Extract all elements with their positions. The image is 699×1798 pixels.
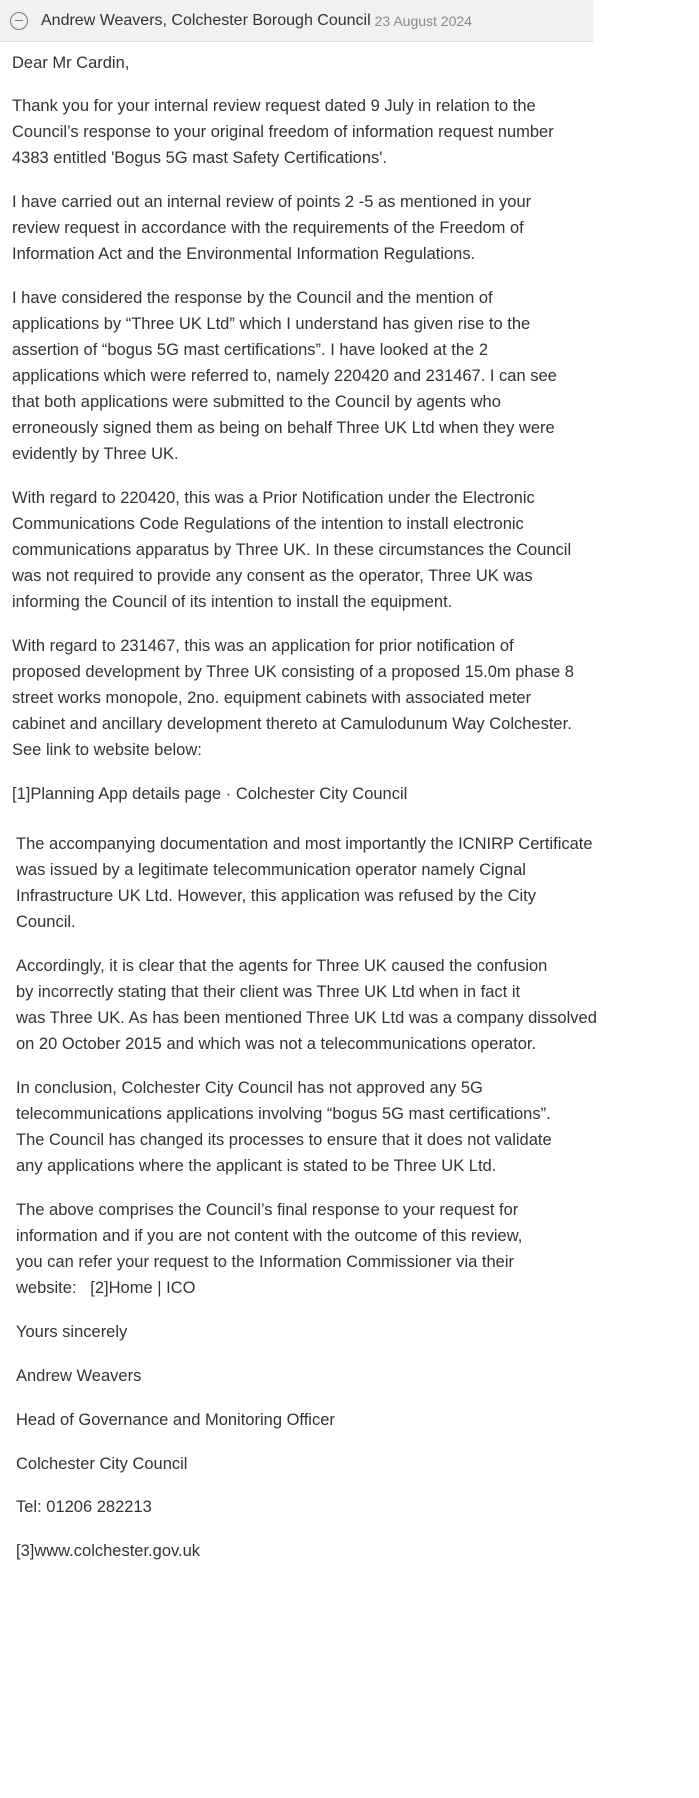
text-line: With regard to 220420, this was a Prior Notification under the Electronic bbox=[12, 489, 535, 507]
text-line: Yours sincerely bbox=[16, 1323, 128, 1341]
text-line: was issued by a legitimate telecommunication operator namely Cignal bbox=[16, 861, 526, 879]
closing bbox=[16, 1319, 127, 1345]
text-line: With regard to 231467, this was an application for prior notification of bbox=[12, 637, 514, 655]
text-line: The accompanying documentation and most importantly the ICNIRP Certificate bbox=[16, 835, 593, 853]
message-date: 23 August 2024 bbox=[374, 12, 472, 29]
text-line: informing the Council of its intention to install the equipment. bbox=[12, 593, 453, 611]
paragraph-conclusion bbox=[16, 1075, 552, 1179]
minus-glyph bbox=[15, 20, 23, 22]
text-line: Dear Mr Cardin, bbox=[12, 54, 130, 72]
text-line: Head of Governance and Monitoring Officer bbox=[16, 1411, 335, 1429]
text-line: Information Act and the Environmental Information Regulations. bbox=[12, 245, 476, 263]
text-line: applications by “Three UK Ltd” which I understand has given rise to the bbox=[12, 315, 531, 333]
council-website-link[interactable]: [3]www.colchester.gov.uk bbox=[16, 1542, 201, 1560]
text-line: In conclusion, Colchester City Council has not approved any 5G bbox=[16, 1079, 483, 1097]
text-line: proposed development by Three UK consisting of a proposed 15.0m phase 8 bbox=[12, 663, 574, 681]
text-line: cabinet and ancillary development thereto at Camulodunum Way Colchester. bbox=[12, 715, 572, 733]
text-line: that both applications were submitted to the Council by agents who bbox=[12, 393, 501, 411]
text-line: I have considered the response by the Council and the mention of bbox=[12, 289, 493, 307]
paragraph-final-response bbox=[16, 1197, 522, 1301]
text-line: Accordingly, it is clear that the agents for Three UK caused the confusion bbox=[16, 957, 548, 975]
text-line: evidently by Three UK. bbox=[12, 445, 179, 463]
message-header[interactable] bbox=[0, 0, 593, 42]
text-line: information and if you are not content with the outcome of this review, bbox=[16, 1227, 523, 1245]
website-label: website: bbox=[16, 1279, 91, 1297]
text-line: Communications Code Regulations of the intention to install electronic bbox=[12, 515, 524, 533]
text-line: The Council has changed its processes to ensure that it does not validate bbox=[16, 1131, 552, 1149]
text-line: See link to website below: bbox=[12, 741, 202, 759]
text-line: assertion of “bogus 5G mast certifications”. I have looked at the 2 bbox=[12, 341, 488, 359]
paragraph-internal-review bbox=[12, 189, 531, 267]
signature-name bbox=[16, 1363, 141, 1389]
text-line bbox=[16, 1275, 522, 1301]
paragraph-icnirp bbox=[16, 831, 593, 935]
text-line: Infrastructure UK Ltd. However, this application was refused by the City bbox=[16, 887, 536, 905]
paragraph-220420 bbox=[12, 485, 571, 615]
text-line: Colchester City Council bbox=[16, 1455, 188, 1473]
text-line: applications which were referred to, namely 220420 and 231467. I can see bbox=[12, 367, 557, 385]
signature-organisation bbox=[16, 1451, 187, 1477]
text-line: street works monopole, 2no. equipment cabinets with associated meter bbox=[12, 689, 532, 707]
salutation bbox=[12, 50, 129, 76]
text-line: telecommunications applications involving “bogus 5G mast certifications”. bbox=[16, 1105, 551, 1123]
text-line: Tel: 01206 282213 bbox=[16, 1498, 152, 1516]
planning-app-link-line bbox=[12, 781, 407, 807]
text-line: on 20 October 2015 and which was not a telecommunications operator. bbox=[16, 1035, 537, 1053]
signature-title bbox=[16, 1407, 335, 1433]
planning-app-link[interactable]: [1]Planning App details page · Colchester City Council bbox=[12, 785, 408, 803]
text-line: was not required to provide any consent as the operator, Three UK was bbox=[12, 567, 533, 585]
text-line: erroneously signed them as being on behalf Three UK Ltd when they were bbox=[12, 419, 555, 437]
text-line: Thank you for your internal review request dated 9 July in relation to the bbox=[12, 97, 536, 115]
signature-telephone bbox=[16, 1494, 152, 1520]
text-line: 4383 entitled 'Bogus 5G mast Safety Certifications'. bbox=[12, 149, 387, 167]
paragraph-review-request bbox=[12, 93, 554, 171]
text-line: by incorrectly stating that their client was Three UK Ltd when in fact it bbox=[16, 983, 521, 1001]
text-line: review request in accordance with the requirements of the Freedom of bbox=[12, 219, 524, 237]
council-website-line bbox=[16, 1538, 200, 1564]
paragraph-231467 bbox=[12, 633, 574, 763]
paragraph-applications bbox=[12, 285, 557, 467]
text-line: Andrew Weavers bbox=[16, 1367, 142, 1385]
collapse-minus-icon[interactable] bbox=[10, 12, 28, 30]
sender-name: Andrew Weavers, Colchester Borough Council bbox=[41, 11, 371, 29]
text-line: communications apparatus by Three UK. In these circumstances the Council bbox=[12, 541, 572, 559]
text-line: any applications where the applicant is stated to be Three UK Ltd. bbox=[16, 1157, 497, 1175]
text-line: was Three UK. As has been mentioned Three UK Ltd was a company dissolved bbox=[16, 1009, 597, 1027]
ico-home-link[interactable]: [2]Home | ICO bbox=[90, 1279, 196, 1297]
text-line: The above comprises the Council’s final response to your request for bbox=[16, 1201, 519, 1219]
text-line: Council’s response to your original freedom of information request number bbox=[12, 123, 554, 141]
text-line: Council. bbox=[16, 913, 76, 931]
paragraph-agents-confusion bbox=[16, 953, 597, 1057]
text-line: I have carried out an internal review of points 2 -5 as mentioned in your bbox=[12, 193, 532, 211]
text-line: you can refer your request to the Information Commissioner via their bbox=[16, 1253, 514, 1271]
